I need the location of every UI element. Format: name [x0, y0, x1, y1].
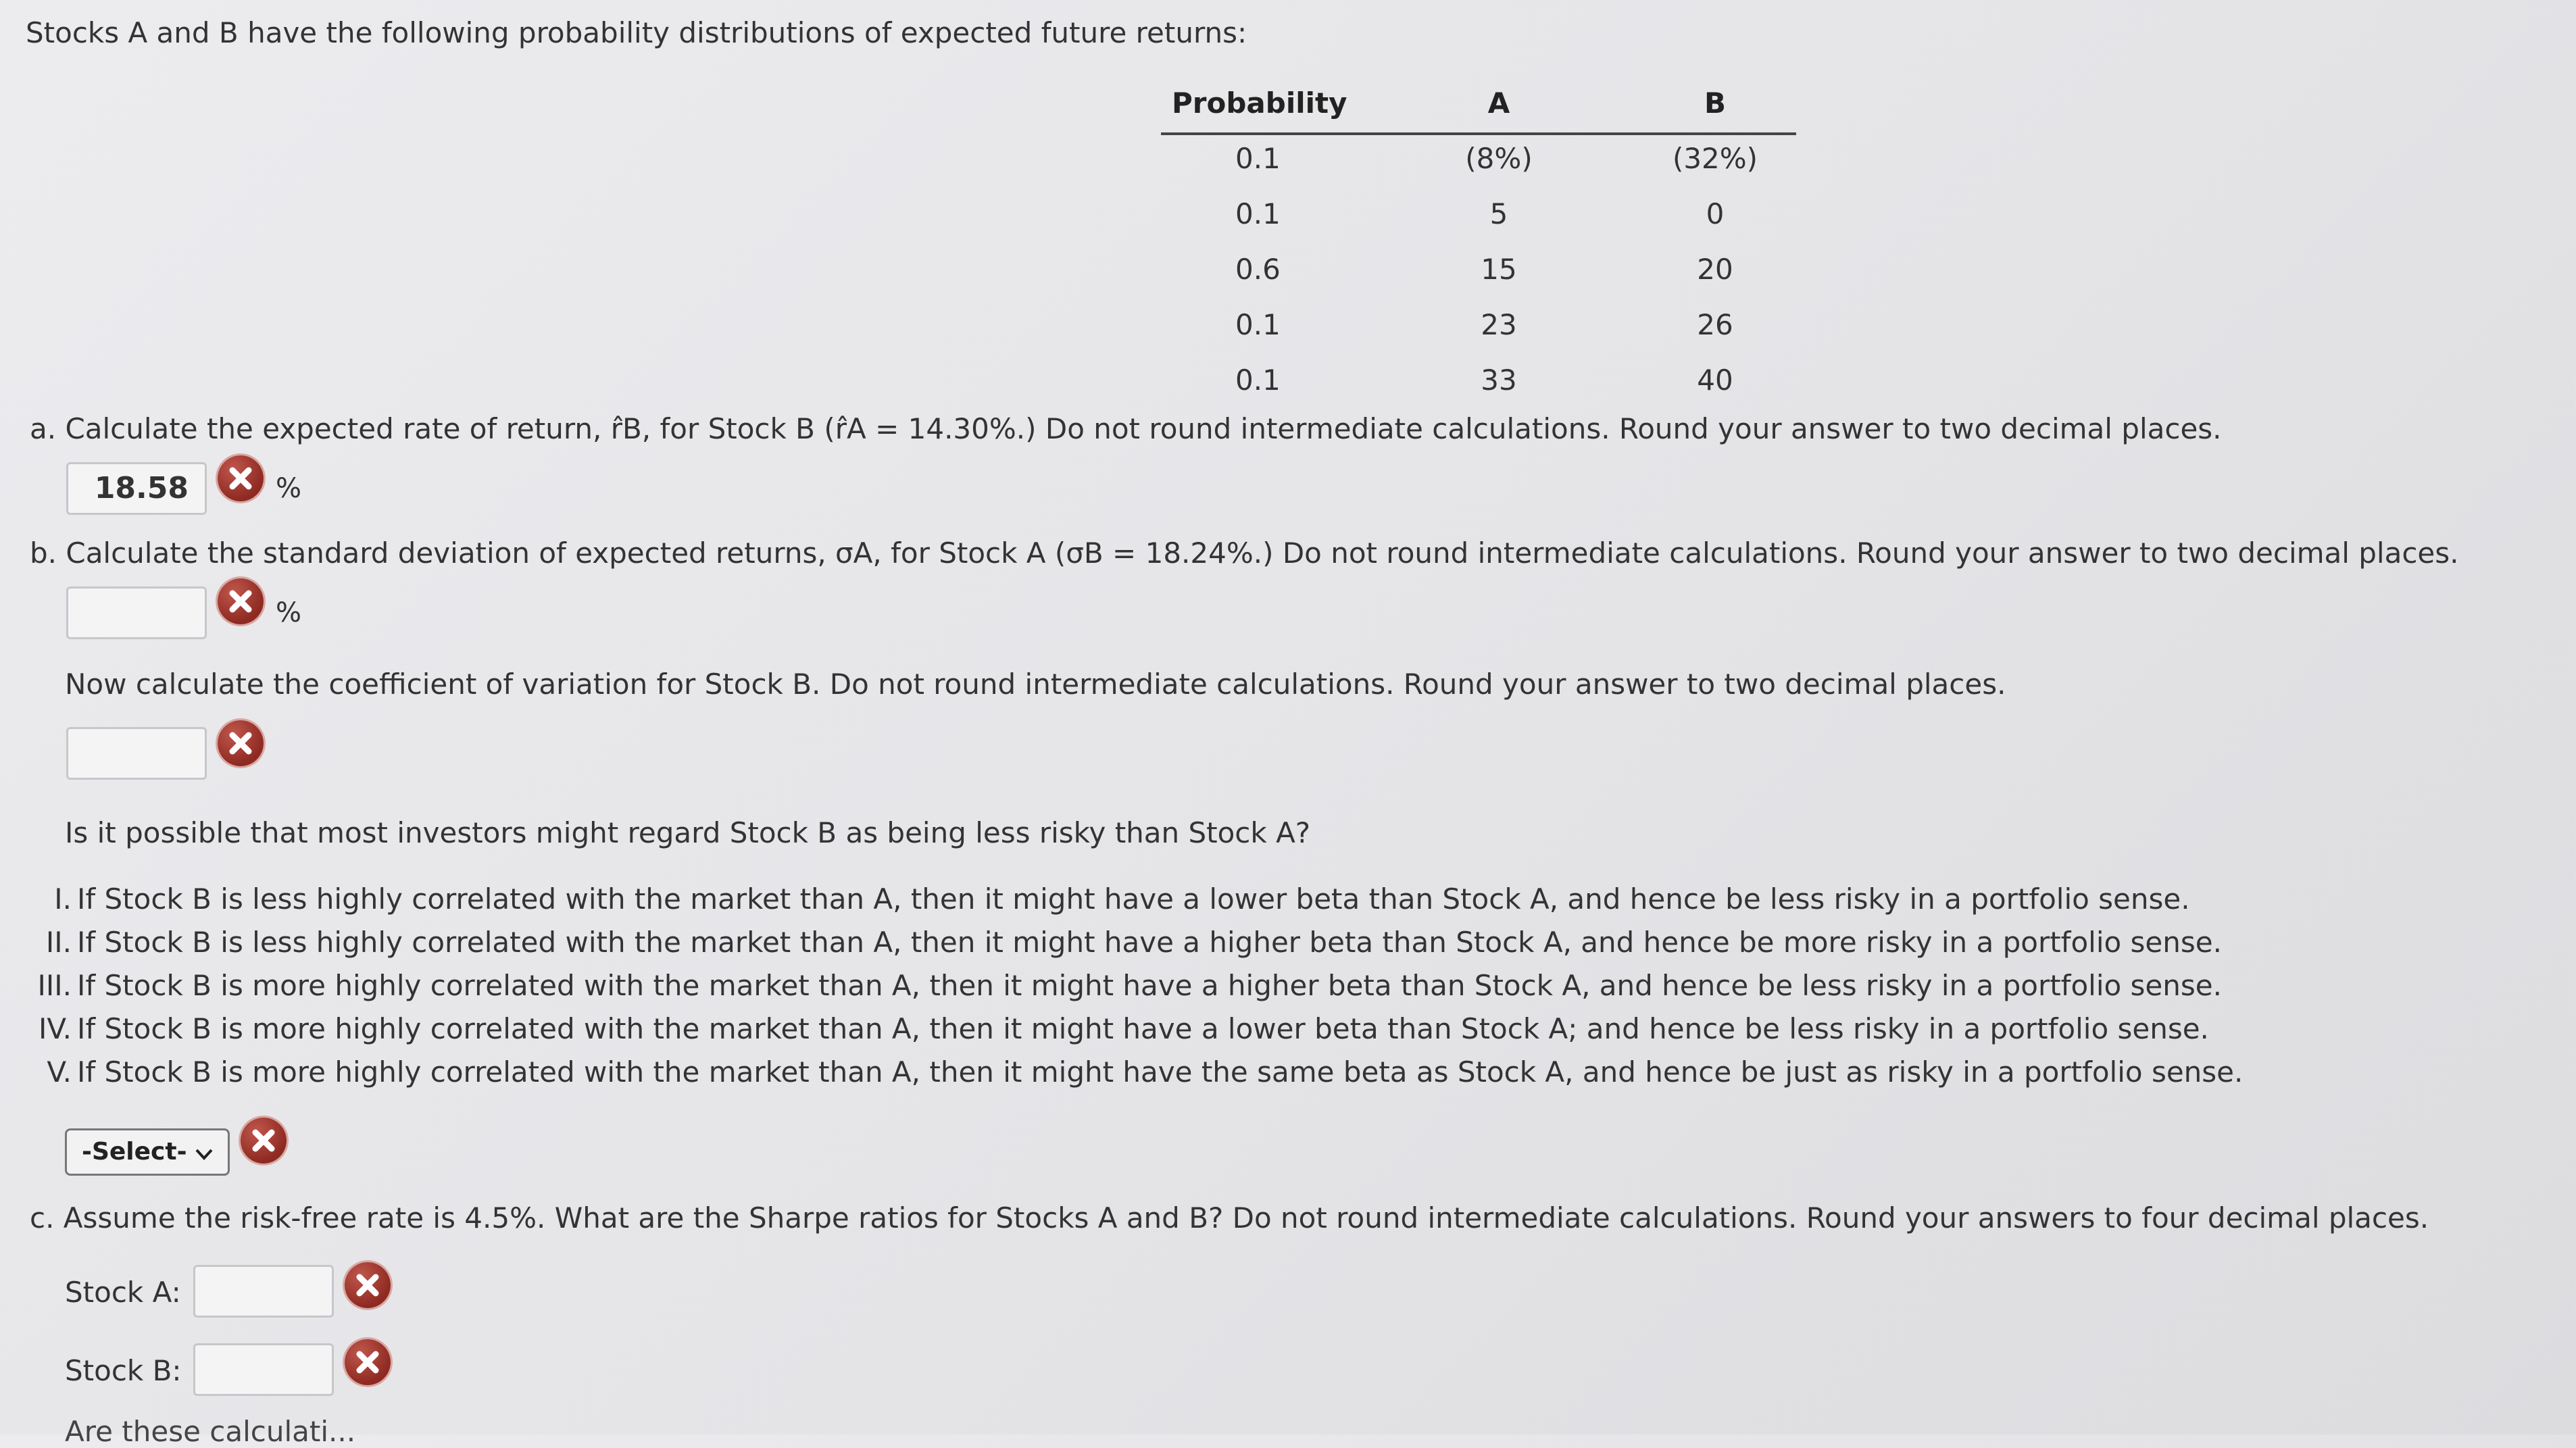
table-row: [1161, 301, 1796, 357]
option-number: II.: [45, 926, 72, 959]
table-row: [1161, 246, 1796, 301]
cell-a: 33: [1481, 364, 1517, 397]
error-icon: [218, 720, 264, 766]
cell-b: 26: [1697, 308, 1733, 341]
option-item: [14, 882, 2190, 916]
cell-prob: 0.1: [1235, 308, 1281, 341]
header-a: A: [1487, 86, 1510, 120]
cell-prob: 0.1: [1235, 197, 1281, 230]
option-item: [14, 1055, 2243, 1089]
cell-a: 5: [1489, 197, 1508, 230]
returns-table: [1161, 80, 1796, 412]
option-text: If Stock B is less highly correlated with the market than A, then it might have a higher beta than Stock A, and hence be more risky in a portfolio sense.: [77, 926, 2222, 959]
table-header: [1161, 80, 1796, 135]
select-value: -Select-: [82, 1138, 187, 1166]
error-icon: [345, 1262, 391, 1308]
cell-b: 40: [1697, 364, 1733, 397]
option-number: V.: [47, 1055, 72, 1089]
question-a: a. Calculate the expected rate of return, r̂B, for Stock B (r̂A = 14.30%.) Do not round intermediate calculations. Round your answer to two decimal places.: [30, 412, 2222, 445]
table-row: [1161, 191, 1796, 246]
option-item: [14, 1012, 2209, 1045]
cell-a: (8%): [1465, 142, 1533, 175]
cell-b: 0: [1706, 197, 1725, 230]
cell-prob: 0.6: [1235, 253, 1281, 286]
table-row: [1161, 135, 1796, 191]
question-c: c. Assume the risk-free rate is 4.5%. What are the Sharpe ratios for Stocks A and B? Do not round intermediate calculations. Round your answers to four decimal places.: [30, 1201, 2429, 1234]
error-icon: [241, 1118, 287, 1164]
expected-return-b-input[interactable]: 18.58: [66, 462, 207, 515]
stock-b-label: Stock B:: [65, 1354, 182, 1387]
cov-question: Now calculate the coefficient of variation for Stock B. Do not round intermediate calculations. Round your answer to two decimal places.: [65, 668, 2006, 701]
cell-b: (32%): [1672, 142, 1758, 175]
option-number: III.: [37, 969, 72, 1002]
cell-prob: 0.1: [1235, 142, 1281, 175]
option-number: I.: [54, 882, 72, 916]
intro-text: Stocks A and B have the following probability distributions of expected future returns:: [26, 16, 1247, 49]
chevron-down-icon: [193, 1143, 216, 1166]
error-icon: [218, 455, 264, 501]
error-icon: [218, 578, 264, 624]
cell-a: 23: [1481, 308, 1517, 341]
cell-prob: 0.1: [1235, 364, 1281, 397]
error-icon: [345, 1339, 391, 1385]
option-text: If Stock B is more highly correlated with the market than A, then it might have a higher beta than Stock A, and hence be less risky in a portfolio sense.: [77, 969, 2222, 1002]
sharpe-a-input[interactable]: [193, 1265, 334, 1318]
option-number: IV.: [38, 1012, 72, 1045]
option-text: If Stock B is more highly correlated with the market than A, then it might have the same beta as Stock A, and hence be just as risky in a portfolio sense.: [77, 1055, 2244, 1089]
question-b: b. Calculate the standard deviation of expected returns, σA, for Stock A (σB = 18.24%.) Do not round intermediate calculations. Round your answer to two decimal places.: [30, 536, 2459, 570]
table-row: [1161, 357, 1796, 412]
header-probability: Probability: [1172, 86, 1347, 120]
percent-unit: %: [276, 597, 302, 628]
cutoff-text: Are these calculati...: [65, 1415, 356, 1448]
cell-b: 20: [1697, 253, 1733, 286]
cov-b-input[interactable]: [66, 727, 207, 780]
answer-select[interactable]: [65, 1128, 230, 1176]
cell-a: 15: [1481, 253, 1517, 286]
option-text: If Stock B is less highly correlated with the market than A, then it might have a lower beta than Stock A, and hence be less risky in a portfolio sense.: [77, 882, 2190, 916]
option-item: [14, 926, 2222, 959]
option-item: [14, 969, 2222, 1002]
option-text: If Stock B is more highly correlated with the market than A, then it might have a lower beta than Stock A; and hence be less risky in a portfolio sense.: [77, 1012, 2209, 1045]
possible-question: Is it possible that most investors might regard Stock B as being less risky than Stock A?: [65, 816, 1311, 849]
header-b: B: [1704, 86, 1726, 120]
stock-a-label: Stock A:: [65, 1276, 181, 1309]
std-dev-a-input[interactable]: [66, 586, 207, 639]
sharpe-b-input[interactable]: [193, 1343, 334, 1396]
percent-unit: %: [276, 473, 302, 504]
